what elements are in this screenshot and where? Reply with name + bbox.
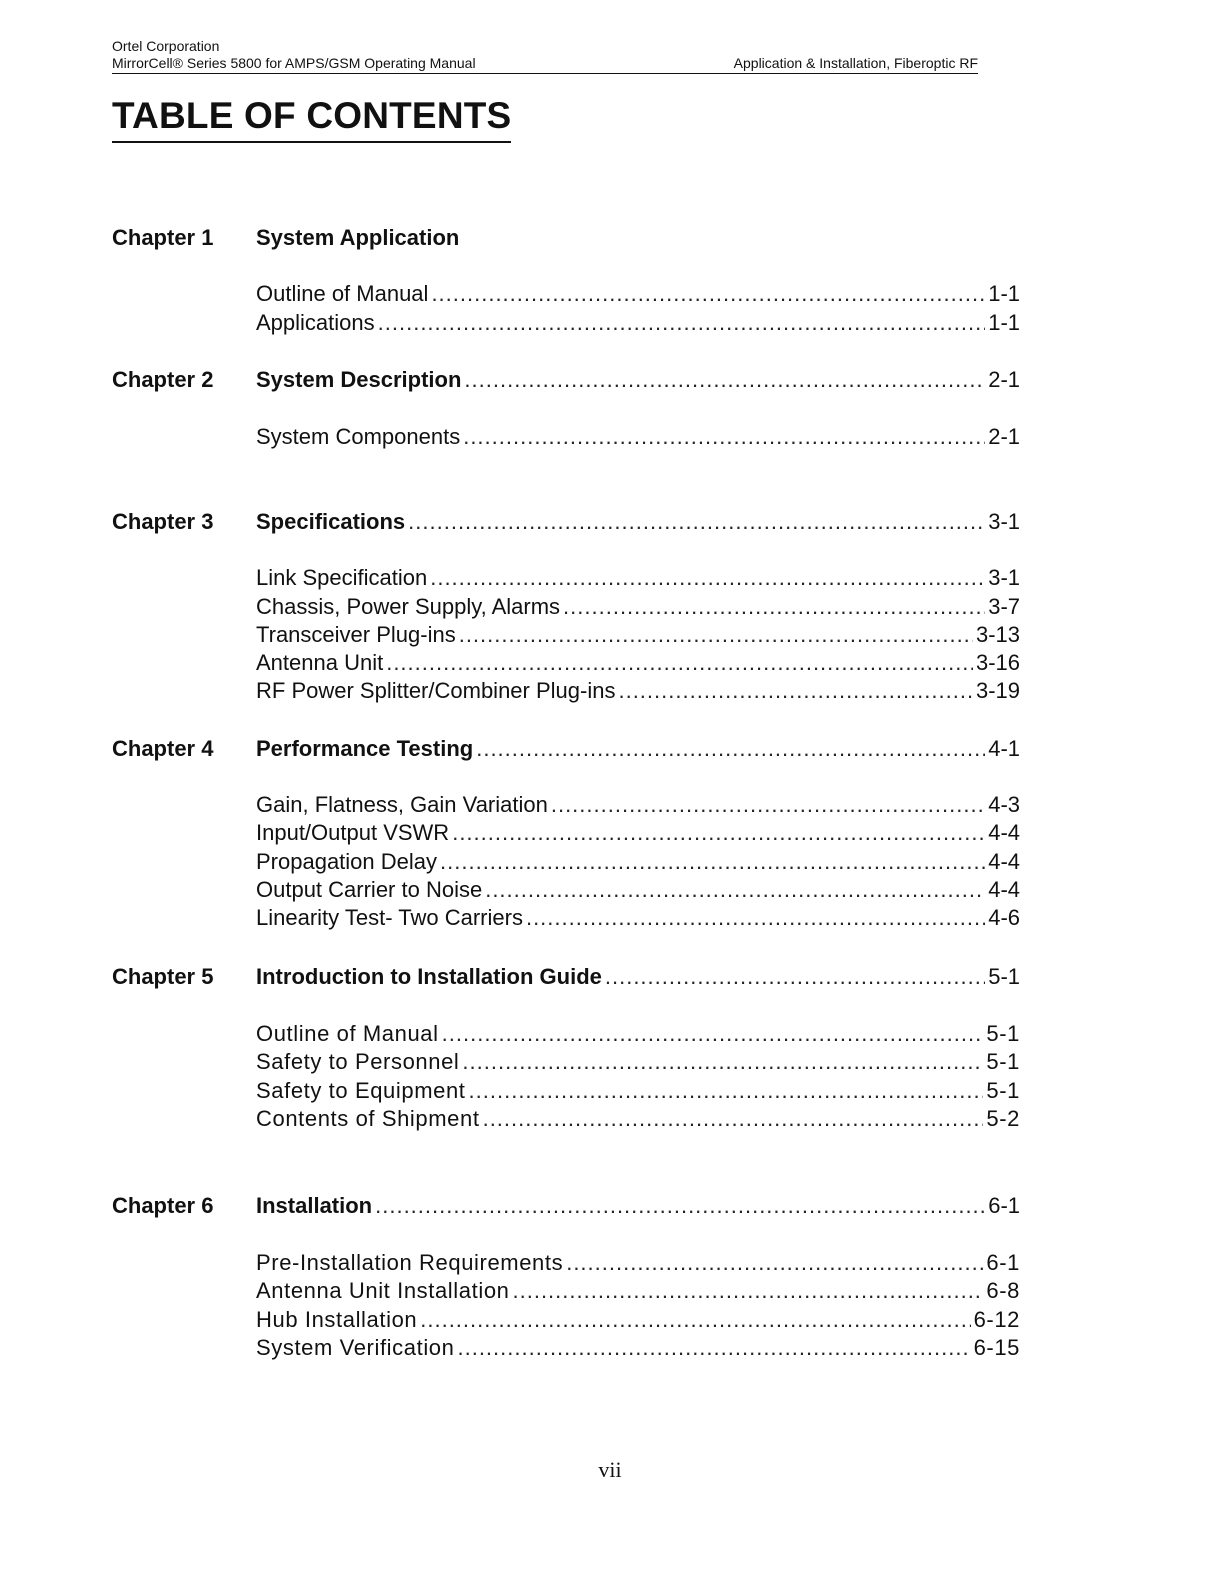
page-header bbox=[112, 38, 978, 74]
toc-entry-page: 5-1 bbox=[986, 1078, 1020, 1103]
chapter-3-heading[interactable] bbox=[256, 508, 1020, 536]
header-manual-title: MirrorCell® Series 5800 for AMPS/GSM Operating Manual bbox=[112, 55, 476, 71]
toc-entry-page: 4-4 bbox=[988, 820, 1020, 845]
toc-entry[interactable] bbox=[256, 1048, 1020, 1076]
chapter-heading-text: System Application bbox=[256, 225, 460, 250]
toc-entry[interactable] bbox=[256, 677, 1020, 705]
toc-entry-page: 1-1 bbox=[988, 281, 1020, 306]
dot-leader bbox=[464, 366, 985, 394]
toc-entry-page: 4-3 bbox=[988, 792, 1020, 817]
chapter-5-label: Chapter 5 bbox=[112, 964, 214, 989]
dot-leader bbox=[430, 564, 985, 592]
dot-leader bbox=[605, 963, 985, 991]
toc-entry-text: Input/Output VSWR bbox=[256, 820, 450, 845]
chapter-2-label: Chapter 2 bbox=[112, 367, 214, 392]
toc-entry[interactable] bbox=[256, 1306, 1020, 1334]
chapter-heading-page: 6-1 bbox=[988, 1193, 1020, 1218]
toc-entry-text: Link Specification bbox=[256, 565, 428, 590]
dot-leader bbox=[513, 1277, 984, 1305]
toc-entry-text: System Components bbox=[256, 424, 461, 449]
chapter-heading-page: 3-1 bbox=[988, 509, 1020, 534]
chapter-1-heading[interactable] bbox=[256, 224, 1020, 252]
toc-entry-text: Outline of Manual bbox=[256, 1021, 439, 1046]
toc-entry-text: Pre-Installation Requirements bbox=[256, 1250, 564, 1275]
page-title: TABLE OF CONTENTS bbox=[112, 94, 511, 143]
toc-entry-page: 3-1 bbox=[988, 565, 1020, 590]
dot-leader bbox=[483, 1105, 984, 1133]
dot-leader bbox=[551, 791, 985, 819]
toc-entry-page: 5-1 bbox=[986, 1049, 1020, 1074]
toc-entry[interactable] bbox=[256, 848, 1020, 876]
dot-leader bbox=[462, 1048, 983, 1076]
toc-entry[interactable] bbox=[256, 1020, 1020, 1048]
toc-entry-page: 2-1 bbox=[988, 424, 1020, 449]
toc-entry-text: Outline of Manual bbox=[256, 281, 429, 306]
dot-leader bbox=[408, 508, 985, 536]
toc-entry-text: Antenna Unit Installation bbox=[256, 1278, 510, 1303]
toc-entry[interactable] bbox=[256, 423, 1020, 451]
chapter-heading-text: Installation bbox=[256, 1193, 373, 1218]
dot-leader bbox=[378, 309, 986, 337]
toc-entry-page: 6-15 bbox=[973, 1335, 1020, 1360]
chapter-6-heading[interactable] bbox=[256, 1192, 1020, 1220]
toc-entry-page: 4-4 bbox=[988, 877, 1020, 902]
chapter-heading-page: 4-1 bbox=[988, 736, 1020, 761]
toc-entry-page: 3-13 bbox=[975, 622, 1020, 647]
dot-leader bbox=[485, 876, 985, 904]
toc-entry-text: Linearity Test- Two Carriers bbox=[256, 905, 523, 930]
dot-leader bbox=[469, 1077, 984, 1105]
toc-entry-page: 4-4 bbox=[988, 849, 1020, 874]
toc-entry[interactable] bbox=[256, 309, 1020, 337]
chapter-5-heading[interactable] bbox=[256, 963, 1020, 991]
toc-entry[interactable] bbox=[256, 904, 1020, 932]
dot-leader bbox=[452, 819, 985, 847]
toc-entry-page: 4-6 bbox=[988, 905, 1020, 930]
toc-entry[interactable] bbox=[256, 1249, 1020, 1277]
toc-entry-page: 1-1 bbox=[988, 310, 1020, 335]
header-company: Ortel Corporation bbox=[112, 38, 220, 54]
toc-entry[interactable] bbox=[256, 564, 1020, 592]
dot-leader bbox=[375, 1192, 985, 1220]
toc-entry-text: Gain, Flatness, Gain Variation bbox=[256, 792, 548, 817]
toc-entry-text: Safety to Personnel bbox=[256, 1049, 460, 1074]
chapter-heading-page: 5-1 bbox=[988, 964, 1020, 989]
toc-entry[interactable] bbox=[256, 649, 1020, 677]
chapter-heading-text: Introduction to Installation Guide bbox=[256, 964, 602, 989]
dot-leader bbox=[566, 1249, 983, 1277]
toc-entry[interactable] bbox=[256, 593, 1020, 621]
toc-entry[interactable] bbox=[256, 1105, 1020, 1133]
toc-entry[interactable] bbox=[256, 791, 1020, 819]
dot-leader bbox=[442, 1020, 984, 1048]
toc-entry-text: Contents of Shipment bbox=[256, 1106, 480, 1131]
toc-entry-text: Output Carrier to Noise bbox=[256, 877, 483, 902]
toc-entry[interactable] bbox=[256, 819, 1020, 847]
dot-leader bbox=[459, 621, 973, 649]
dot-leader bbox=[440, 848, 985, 876]
toc-entry-page: 3-7 bbox=[988, 594, 1020, 619]
chapter-1-label: Chapter 1 bbox=[112, 225, 214, 250]
chapter-2-heading[interactable] bbox=[256, 366, 1020, 394]
chapter-4-label: Chapter 4 bbox=[112, 736, 214, 761]
toc-entry-page: 3-16 bbox=[975, 650, 1020, 675]
toc-entry-page: 6-1 bbox=[986, 1250, 1020, 1275]
toc-entry-text: System Verification bbox=[256, 1335, 455, 1360]
toc-entry-text: Safety to Equipment bbox=[256, 1078, 466, 1103]
chapter-heading-text: System Description bbox=[256, 367, 462, 392]
chapter-3-label: Chapter 3 bbox=[112, 509, 214, 534]
dot-leader bbox=[431, 280, 985, 308]
toc-entry[interactable] bbox=[256, 1077, 1020, 1105]
dot-leader bbox=[463, 423, 985, 451]
dot-leader bbox=[526, 904, 985, 932]
toc-entry-page: 5-2 bbox=[986, 1106, 1020, 1131]
chapter-heading-text: Specifications bbox=[256, 509, 406, 534]
toc-entry[interactable] bbox=[256, 621, 1020, 649]
toc-entry-page: 3-19 bbox=[975, 678, 1020, 703]
dot-leader bbox=[457, 1334, 970, 1362]
toc-entry[interactable] bbox=[256, 1277, 1020, 1305]
toc-entry-text: Antenna Unit bbox=[256, 650, 384, 675]
dot-leader bbox=[386, 649, 973, 677]
toc-entry-text: Hub Installation bbox=[256, 1307, 418, 1332]
toc-entry[interactable] bbox=[256, 280, 1020, 308]
header-rule-line bbox=[112, 55, 978, 74]
toc-entry-text: Propagation Delay bbox=[256, 849, 438, 874]
header-section-title: Application & Installation, Fiberoptic RF bbox=[733, 55, 978, 71]
toc-entry-page: 5-1 bbox=[986, 1021, 1020, 1046]
dot-leader bbox=[563, 593, 985, 621]
page-number: vii bbox=[598, 1457, 622, 1482]
toc-entry[interactable] bbox=[256, 1334, 1020, 1362]
dot-leader bbox=[618, 677, 972, 705]
toc-entry-text: RF Power Splitter/Combiner Plug-ins bbox=[256, 678, 616, 703]
toc-entry-text: Chassis, Power Supply, Alarms bbox=[256, 594, 561, 619]
chapter-heading-text: Performance Testing bbox=[256, 736, 474, 761]
chapter-6-label: Chapter 6 bbox=[112, 1193, 214, 1218]
dot-leader bbox=[420, 1306, 970, 1334]
toc-entry-text: Transceiver Plug-ins bbox=[256, 622, 456, 647]
toc-entry-page: 6-12 bbox=[973, 1307, 1020, 1332]
toc-entry-text: Applications bbox=[256, 310, 375, 335]
chapter-heading-page: 2-1 bbox=[988, 367, 1020, 392]
chapter-4-heading[interactable] bbox=[256, 735, 1020, 763]
toc-entry[interactable] bbox=[256, 876, 1020, 904]
toc-entry-page: 6-8 bbox=[986, 1278, 1020, 1303]
dot-leader bbox=[476, 735, 985, 763]
